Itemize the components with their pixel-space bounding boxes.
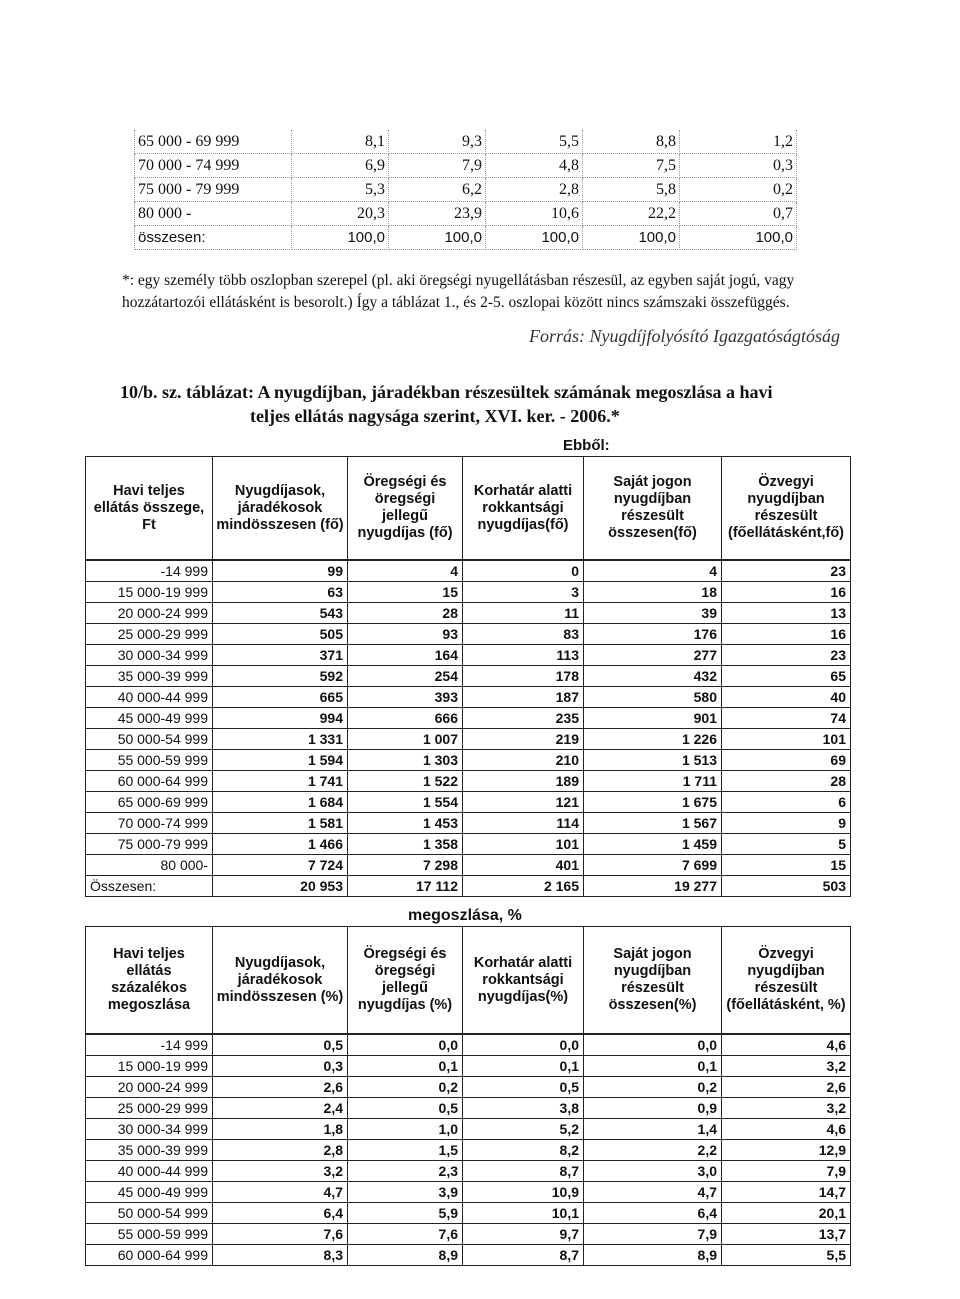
table-percent-cell: 7,9 bbox=[584, 1224, 722, 1245]
table-count-cell: 13 bbox=[722, 603, 851, 624]
table-percent-cell: 3,9 bbox=[348, 1182, 463, 1203]
table-count-cell: 1 358 bbox=[348, 834, 463, 855]
table-percent-cell: 2,3 bbox=[348, 1161, 463, 1182]
table-count-row-label: -14 999 bbox=[86, 560, 213, 582]
top-table-row bbox=[135, 178, 797, 202]
table-count-cell: 1 684 bbox=[213, 792, 348, 813]
table-count-row bbox=[86, 687, 851, 708]
table-count-column-header: Nyugdíjasok, járadékosok mindösszesen (fő) bbox=[213, 457, 348, 561]
table-count-row-label: 20 000-24 999 bbox=[86, 603, 213, 624]
top-table-cell: 0,3 bbox=[680, 154, 797, 178]
table-percent-cell: 0,5 bbox=[348, 1098, 463, 1119]
table-count-cell: 99 bbox=[213, 560, 348, 582]
table-count-row bbox=[86, 855, 851, 876]
table-percent-row-label: 30 000-34 999 bbox=[86, 1119, 213, 1140]
table-count-cell: 1 453 bbox=[348, 813, 463, 834]
table-percent-cell: 3,2 bbox=[722, 1056, 851, 1077]
table-count-row bbox=[86, 813, 851, 834]
table-count-row-label: 45 000-49 999 bbox=[86, 708, 213, 729]
table-count-row-label: 55 000-59 999 bbox=[86, 750, 213, 771]
table-count-row bbox=[86, 708, 851, 729]
top-table-cell: 100,0 bbox=[389, 226, 486, 250]
table-count-cell: 1 711 bbox=[584, 771, 722, 792]
table-percent-cell: 8,3 bbox=[213, 1245, 348, 1266]
table-percent-cell: 0,1 bbox=[463, 1056, 584, 1077]
table-count-cell: 665 bbox=[213, 687, 348, 708]
table-count-row bbox=[86, 834, 851, 855]
table-percent-cell: 0,1 bbox=[348, 1056, 463, 1077]
table-count-cell: 6 bbox=[722, 792, 851, 813]
table-count-cell: 3 bbox=[463, 582, 584, 603]
table-percent-cell: 6,4 bbox=[584, 1203, 722, 1224]
table-count-cell: 505 bbox=[213, 624, 348, 645]
table-count-cell: 5 bbox=[722, 834, 851, 855]
table-percent-cell: 20,1 bbox=[722, 1203, 851, 1224]
top-table-cell: 20,3 bbox=[292, 202, 389, 226]
table-percent-row bbox=[86, 1245, 851, 1266]
table-count-cell: 9 bbox=[722, 813, 851, 834]
table-count-cell: 1 522 bbox=[348, 771, 463, 792]
table-percent-row-label: 60 000-64 999 bbox=[86, 1245, 213, 1266]
table-count-cell: 39 bbox=[584, 603, 722, 624]
table-percent-cell: 1,4 bbox=[584, 1119, 722, 1140]
table-percent-row-label: 15 000-19 999 bbox=[86, 1056, 213, 1077]
table-count-cell: 16 bbox=[722, 624, 851, 645]
table-percent-cell: 9,7 bbox=[463, 1224, 584, 1245]
table-count-row bbox=[86, 560, 851, 582]
table-count-cell: 101 bbox=[463, 834, 584, 855]
table-count-row-label: 70 000-74 999 bbox=[86, 813, 213, 834]
table-count-row-label: 75 000-79 999 bbox=[86, 834, 213, 855]
table-percent-row-label: 55 000-59 999 bbox=[86, 1224, 213, 1245]
table-count-cell: 23 bbox=[722, 560, 851, 582]
top-table-cell: 0,7 bbox=[680, 202, 797, 226]
table-count-cell: 178 bbox=[463, 666, 584, 687]
table-percent-cell: 5,5 bbox=[722, 1245, 851, 1266]
table-count-cell: 7 724 bbox=[213, 855, 348, 876]
top-table-cell: 5,3 bbox=[292, 178, 389, 202]
table-count-cell: 1 567 bbox=[584, 813, 722, 834]
top-table-row-label: összesen: bbox=[135, 226, 292, 250]
footnote-line-2: hozzátartozói ellátásként is besorolt.) Így a táblázat 1., és 2-5. oszlopai között nincs számszaki összefüggés. bbox=[122, 294, 790, 311]
table-percent-cell: 0,0 bbox=[584, 1034, 722, 1056]
top-table-cell: 100,0 bbox=[292, 226, 389, 250]
table-percent-row bbox=[86, 1203, 851, 1224]
table-percent-cell: 7,6 bbox=[348, 1224, 463, 1245]
table-percent-cell: 10,9 bbox=[463, 1182, 584, 1203]
table-count-cell: 40 bbox=[722, 687, 851, 708]
table-count-cell: 15 bbox=[722, 855, 851, 876]
table-percent-row bbox=[86, 1034, 851, 1056]
table-percent-cell: 2,2 bbox=[584, 1140, 722, 1161]
table-percent-cell: 1,8 bbox=[213, 1119, 348, 1140]
table-percent-cell: 2,4 bbox=[213, 1098, 348, 1119]
table-count-cell: 543 bbox=[213, 603, 348, 624]
table-percent-row-label: 35 000-39 999 bbox=[86, 1140, 213, 1161]
table-count-cell: 0 bbox=[463, 560, 584, 582]
table-percent-cell: 0,0 bbox=[348, 1034, 463, 1056]
table-percent-cell: 0,5 bbox=[463, 1077, 584, 1098]
table-count-cell: 1 331 bbox=[213, 729, 348, 750]
table-percent-cell: 8,9 bbox=[584, 1245, 722, 1266]
table-count-column-header: Özvegyi nyugdíjban részesült (főellátásként,fő) bbox=[722, 457, 851, 561]
table-count-cell: 20 953 bbox=[213, 876, 348, 897]
table-percent-column-header: Korhatár alatti rokkantsági nyugdíjas(%) bbox=[463, 927, 584, 1035]
top-table-cell: 2,8 bbox=[486, 178, 583, 202]
table-percent-cell: 5,2 bbox=[463, 1119, 584, 1140]
table-count-cell: 1 226 bbox=[584, 729, 722, 750]
table-count-row bbox=[86, 729, 851, 750]
table-percent-cell: 8,9 bbox=[348, 1245, 463, 1266]
table-count-cell: 16 bbox=[722, 582, 851, 603]
table-percent-cell: 2,6 bbox=[213, 1077, 348, 1098]
table-percent-cell: 5,9 bbox=[348, 1203, 463, 1224]
top-table-cell: 5,5 bbox=[486, 130, 583, 154]
table-percent-cell: 3,2 bbox=[722, 1098, 851, 1119]
table-percent-row bbox=[86, 1056, 851, 1077]
table-percent-row-label: 50 000-54 999 bbox=[86, 1203, 213, 1224]
top-table-cell: 100,0 bbox=[583, 226, 680, 250]
table-percent-cell: 1,5 bbox=[348, 1140, 463, 1161]
table-percent-cell: 0,2 bbox=[348, 1077, 463, 1098]
table-count-row-label: Összesen: bbox=[86, 876, 213, 897]
table-count-row-label: 25 000-29 999 bbox=[86, 624, 213, 645]
table-count-row-label: 50 000-54 999 bbox=[86, 729, 213, 750]
table-count-cell: 1 741 bbox=[213, 771, 348, 792]
table-count-row bbox=[86, 624, 851, 645]
table-title-line-2: teljes ellátás nagysága szerint, XVI. ker. - 2006.* bbox=[250, 406, 620, 426]
top-table-row bbox=[135, 154, 797, 178]
table-percent-column-header: Nyugdíjasok, járadékosok mindösszesen (%) bbox=[213, 927, 348, 1035]
table-count-cell: 7 298 bbox=[348, 855, 463, 876]
top-table-cell: 22,2 bbox=[583, 202, 680, 226]
top-table-cell: 100,0 bbox=[486, 226, 583, 250]
table-count-cell: 101 bbox=[722, 729, 851, 750]
table-percent-cell: 10,1 bbox=[463, 1203, 584, 1224]
top-table-cell: 7,9 bbox=[389, 154, 486, 178]
top-table-row-label: 65 000 - 69 999 bbox=[135, 130, 292, 154]
table-count-cell: 18 bbox=[584, 582, 722, 603]
top-table-cell: 10,6 bbox=[486, 202, 583, 226]
footnote-line-1: *: egy személy több oszlopban szerepel (pl. aki öregségi nyugellátásban részesül, az egyben saját jogú, vagy bbox=[122, 272, 795, 289]
top-table-cell: 100,0 bbox=[680, 226, 797, 250]
table-count-cell: 219 bbox=[463, 729, 584, 750]
table-count-cell: 901 bbox=[584, 708, 722, 729]
table-percent-cell: 4,7 bbox=[584, 1182, 722, 1203]
table-percent-cell: 3,0 bbox=[584, 1161, 722, 1182]
table-percent-row bbox=[86, 1119, 851, 1140]
top-table-row bbox=[135, 226, 797, 250]
table-count-row bbox=[86, 750, 851, 771]
table-count-cell: 176 bbox=[584, 624, 722, 645]
footnote bbox=[122, 270, 852, 314]
table-count-cell: 4 bbox=[584, 560, 722, 582]
table-percent-cell: 0,0 bbox=[463, 1034, 584, 1056]
top-table-cell: 0,2 bbox=[680, 178, 797, 202]
table-count-row-label: 30 000-34 999 bbox=[86, 645, 213, 666]
table-count-body bbox=[86, 560, 851, 897]
table-percent-cell: 6,4 bbox=[213, 1203, 348, 1224]
table-count-row bbox=[86, 645, 851, 666]
table-count-cell: 113 bbox=[463, 645, 584, 666]
table-percent-row bbox=[86, 1161, 851, 1182]
top-table-cell: 4,8 bbox=[486, 154, 583, 178]
table-percent-cell: 0,9 bbox=[584, 1098, 722, 1119]
table-count-cell: 28 bbox=[348, 603, 463, 624]
table-count-cell: 503 bbox=[722, 876, 851, 897]
source-note: Forrás: Nyugdíjfolyósító Igazgatóságtóság bbox=[528, 326, 840, 346]
table-percent-cell: 8,2 bbox=[463, 1140, 584, 1161]
table-count-column-header: Öregségi és öregségi jellegű nyugdíjas (fő) bbox=[348, 457, 463, 561]
top-table-cell: 8,8 bbox=[583, 130, 680, 154]
table-count-cell: 11 bbox=[463, 603, 584, 624]
table-percent-cell: 4,7 bbox=[213, 1182, 348, 1203]
table-count-row-label: 65 000-69 999 bbox=[86, 792, 213, 813]
table-count-cell: 83 bbox=[463, 624, 584, 645]
table-count-header-row bbox=[86, 457, 851, 561]
table-percent-row-label: 20 000-24 999 bbox=[86, 1077, 213, 1098]
table-percent-cell: 3,8 bbox=[463, 1098, 584, 1119]
table-count-row bbox=[86, 876, 851, 897]
top-table-row-label: 70 000 - 74 999 bbox=[135, 154, 292, 178]
table-percent-cell: 4,6 bbox=[722, 1119, 851, 1140]
table-count-cell: 4 bbox=[348, 560, 463, 582]
table-count-cell: 69 bbox=[722, 750, 851, 771]
table-count-cell: 1 675 bbox=[584, 792, 722, 813]
table-count-column-header: Havi teljes ellátás összege, Ft bbox=[86, 457, 213, 561]
table-percent-row-label: 25 000-29 999 bbox=[86, 1098, 213, 1119]
table-count-cell: 1 513 bbox=[584, 750, 722, 771]
table-count-column-header: Saját jogon nyugdíjban részesült összesen(fő) bbox=[584, 457, 722, 561]
table-count bbox=[85, 456, 851, 897]
top-table-row bbox=[135, 202, 797, 226]
table-percent-row bbox=[86, 1077, 851, 1098]
top-continuation-table bbox=[134, 130, 797, 250]
table-count-row-label: 80 000- bbox=[86, 855, 213, 876]
table-count-row bbox=[86, 603, 851, 624]
table-count-cell: 1 466 bbox=[213, 834, 348, 855]
top-table-row bbox=[135, 130, 797, 154]
table-percent-row bbox=[86, 1182, 851, 1203]
top-table-row-label: 80 000 - bbox=[135, 202, 292, 226]
table-count-cell: 164 bbox=[348, 645, 463, 666]
table-percent-cell: 4,6 bbox=[722, 1034, 851, 1056]
table-count-column-header: Korhatár alatti rokkantsági nyugdíjas(fő) bbox=[463, 457, 584, 561]
table-percent-cell: 8,7 bbox=[463, 1161, 584, 1182]
table-percent-cell: 7,6 bbox=[213, 1224, 348, 1245]
table-percent-header-row bbox=[86, 927, 851, 1035]
table-count-row bbox=[86, 582, 851, 603]
table-percent-row bbox=[86, 1224, 851, 1245]
top-table-cell: 8,1 bbox=[292, 130, 389, 154]
table-percent-row-label: 45 000-49 999 bbox=[86, 1182, 213, 1203]
table-count-cell: 189 bbox=[463, 771, 584, 792]
table-count-cell: 17 112 bbox=[348, 876, 463, 897]
table-count-cell: 114 bbox=[463, 813, 584, 834]
table-count-cell: 210 bbox=[463, 750, 584, 771]
table-count-cell: 187 bbox=[463, 687, 584, 708]
table-count-cell: 19 277 bbox=[584, 876, 722, 897]
table-count-cell: 93 bbox=[348, 624, 463, 645]
table-percent-column-header: Özvegyi nyugdíjban részesült (főellátásként, %) bbox=[722, 927, 851, 1035]
table-count-cell: 1 594 bbox=[213, 750, 348, 771]
table-count-cell: 23 bbox=[722, 645, 851, 666]
table-percent-column-header: Saját jogon nyugdíjban részesült összesen(%) bbox=[584, 927, 722, 1035]
table-percent-cell: 14,7 bbox=[722, 1182, 851, 1203]
table-percent-cell: 8,7 bbox=[463, 1245, 584, 1266]
table-count-cell: 1 581 bbox=[213, 813, 348, 834]
table-percent-cell: 1,0 bbox=[348, 1119, 463, 1140]
table-percent-cell: 2,8 bbox=[213, 1140, 348, 1161]
table-count-cell: 2 165 bbox=[463, 876, 584, 897]
table-percent-cell: 0,2 bbox=[584, 1077, 722, 1098]
table-percent-row-label: 40 000-44 999 bbox=[86, 1161, 213, 1182]
table-percent-row bbox=[86, 1098, 851, 1119]
top-table-cell: 5,8 bbox=[583, 178, 680, 202]
table-count-cell: 432 bbox=[584, 666, 722, 687]
table-count-row bbox=[86, 792, 851, 813]
table-count-cell: 1 554 bbox=[348, 792, 463, 813]
table-count-cell: 235 bbox=[463, 708, 584, 729]
table-percent-row-label: -14 999 bbox=[86, 1034, 213, 1056]
table-count-row-label: 35 000-39 999 bbox=[86, 666, 213, 687]
table-percent bbox=[85, 926, 851, 1266]
table-percent-column-header: Havi teljes ellátás százalékos megoszlása bbox=[86, 927, 213, 1035]
table-title-line-1: 10/b. sz. táblázat: A nyugdíjban, járadékban részesültek számának megoszlása a havi bbox=[120, 382, 773, 402]
table-count-cell: 1 459 bbox=[584, 834, 722, 855]
table-count-cell: 7 699 bbox=[584, 855, 722, 876]
table-count-cell: 121 bbox=[463, 792, 584, 813]
table-percent-cell: 13,7 bbox=[722, 1224, 851, 1245]
table-count-cell: 1 303 bbox=[348, 750, 463, 771]
table-percent-cell: 2,6 bbox=[722, 1077, 851, 1098]
table-count-row-label: 40 000-44 999 bbox=[86, 687, 213, 708]
top-table-cell: 6,9 bbox=[292, 154, 389, 178]
table-count-cell: 371 bbox=[213, 645, 348, 666]
table-count-cell: 666 bbox=[348, 708, 463, 729]
table-percent-cell: 0,3 bbox=[213, 1056, 348, 1077]
table-percent-body bbox=[86, 1034, 851, 1266]
top-table-cell: 23,9 bbox=[389, 202, 486, 226]
table-percent-cell: 12,9 bbox=[722, 1140, 851, 1161]
top-table-cell: 6,2 bbox=[389, 178, 486, 202]
top-table-row-label: 75 000 - 79 999 bbox=[135, 178, 292, 202]
table-percent-cell: 7,9 bbox=[722, 1161, 851, 1182]
table-count-cell: 254 bbox=[348, 666, 463, 687]
top-table-body bbox=[135, 130, 797, 250]
table-count-row-label: 15 000-19 999 bbox=[86, 582, 213, 603]
table-count-cell: 994 bbox=[213, 708, 348, 729]
table-count-cell: 65 bbox=[722, 666, 851, 687]
table-count-row bbox=[86, 771, 851, 792]
table-count-cell: 74 bbox=[722, 708, 851, 729]
top-table-cell: 1,2 bbox=[680, 130, 797, 154]
table-count-cell: 28 bbox=[722, 771, 851, 792]
table-percent-cell: 3,2 bbox=[213, 1161, 348, 1182]
table-count-cell: 1 007 bbox=[348, 729, 463, 750]
table-count-cell: 393 bbox=[348, 687, 463, 708]
table-percent-cell: 0,1 bbox=[584, 1056, 722, 1077]
table-count-cell: 15 bbox=[348, 582, 463, 603]
table-percent-column-header: Öregségi és öregségi jellegű nyugdíjas (%) bbox=[348, 927, 463, 1035]
table-count-row bbox=[86, 666, 851, 687]
table-count-cell: 277 bbox=[584, 645, 722, 666]
table-title bbox=[120, 380, 860, 428]
table-count-row-label: 60 000-64 999 bbox=[86, 771, 213, 792]
table-count-cell: 592 bbox=[213, 666, 348, 687]
table-count-cell: 401 bbox=[463, 855, 584, 876]
table-percent-row bbox=[86, 1140, 851, 1161]
table-count-cell: 580 bbox=[584, 687, 722, 708]
group-label-megoszlasa: megoszlása, % bbox=[408, 907, 522, 924]
top-table-cell: 7,5 bbox=[583, 154, 680, 178]
table-percent-cell: 0,5 bbox=[213, 1034, 348, 1056]
top-table-cell: 9,3 bbox=[389, 130, 486, 154]
group-label-ebbol: Ebből: bbox=[563, 437, 610, 454]
table-count-cell: 63 bbox=[213, 582, 348, 603]
